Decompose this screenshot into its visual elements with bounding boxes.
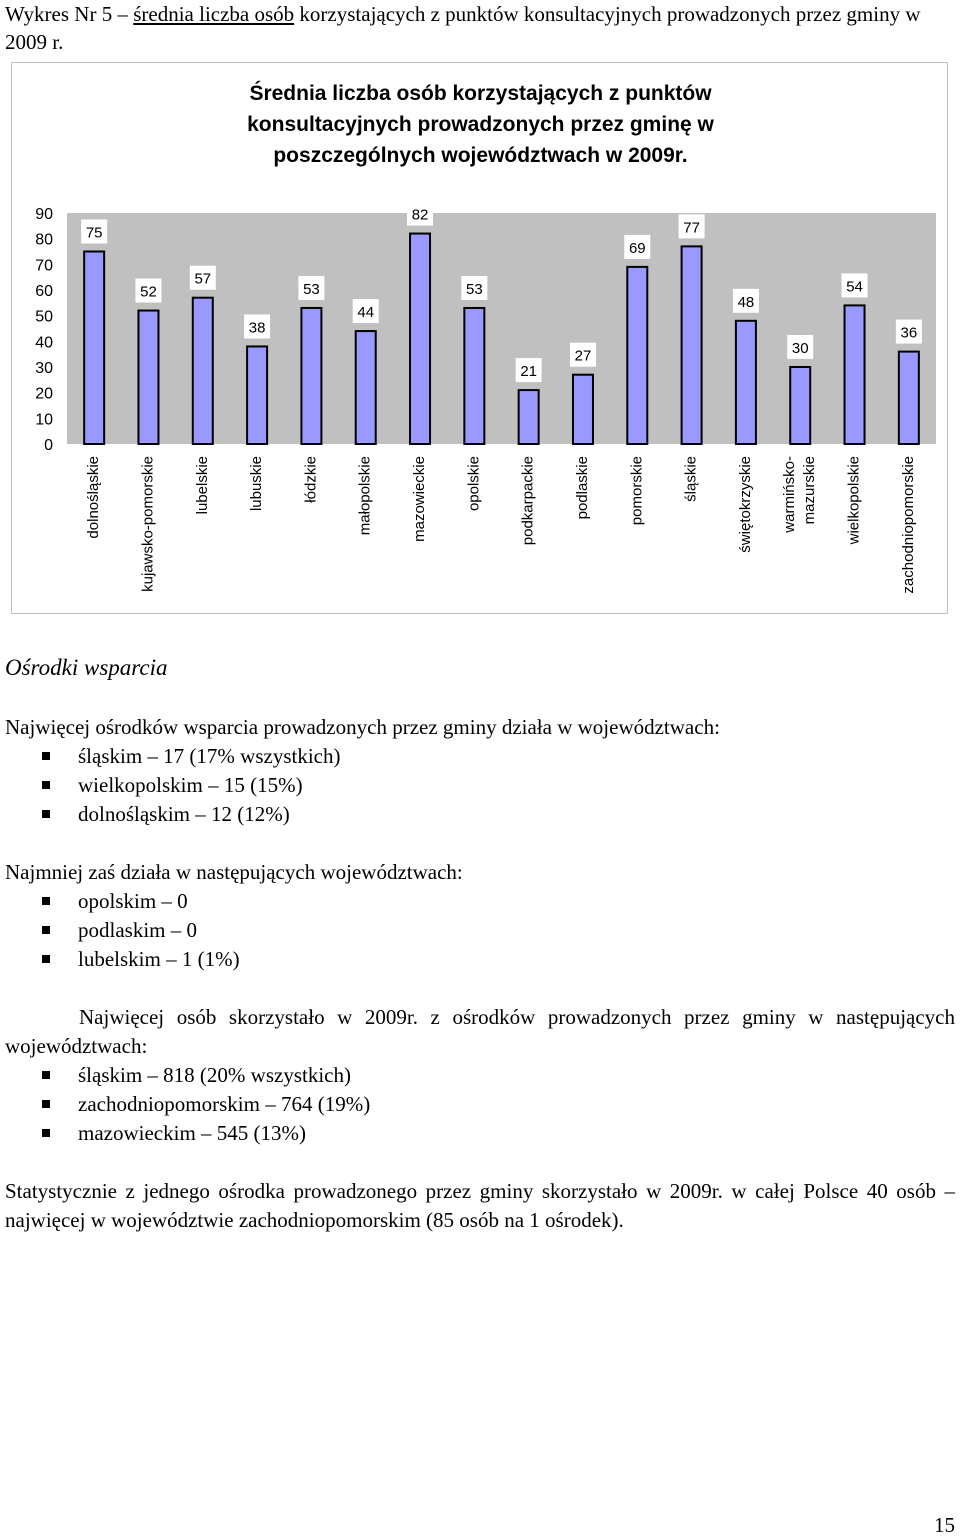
x-tick-label: łódzkie xyxy=(302,456,320,503)
bar xyxy=(845,305,865,444)
x-tick-label: wielkopolskie xyxy=(845,456,863,545)
bar xyxy=(736,321,756,444)
bar xyxy=(84,252,104,445)
y-tick-label: 30 xyxy=(35,360,53,377)
list-item: opolskim – 0 xyxy=(42,887,240,916)
data-label: 82 xyxy=(411,206,429,224)
y-tick-label: 80 xyxy=(35,231,53,249)
y-tick-label: 20 xyxy=(35,385,53,403)
bar xyxy=(410,234,430,444)
list-item: mazowieckim – 545 (13%) xyxy=(42,1119,370,1148)
paragraph-most-centers: Najwięcej ośrodków wsparcia prowadzonych przez gminy działa w województwach: xyxy=(5,715,720,739)
section-title: Ośrodki wsparcia xyxy=(5,655,168,680)
list-fewest-centers xyxy=(42,887,240,974)
data-label: 21 xyxy=(520,363,537,381)
figure-heading-rest: korzystających z punktów konsultacyjnych prowadzonych przez gminy w 2009 r. xyxy=(5,2,921,54)
bullet-square-icon xyxy=(42,1071,50,1079)
x-tick-label: śląskie xyxy=(682,456,700,502)
paragraph-fewest-centers: Najmniej zaś działa w następujących województwach: xyxy=(5,860,463,884)
data-label: 30 xyxy=(791,340,809,357)
data-label: 44 xyxy=(357,304,375,322)
x-tick-label: zachodniopomorskie xyxy=(899,456,917,594)
x-tick-label: mazurskie xyxy=(801,456,819,525)
x-tick-label: podkarpackie xyxy=(519,456,537,546)
paragraph-statistics: Statystycznie z jednego ośrodka prowadzonego przez gminy skorzystało w 2009r. w całej Polsce 40 osób – najwięcej w województwie zachodniopomorskim (85 osób na 1 ośrodek). xyxy=(5,1179,955,1232)
data-label: 53 xyxy=(303,280,320,298)
x-tick-label: świętokrzyskie xyxy=(736,456,754,553)
bar xyxy=(899,352,919,444)
x-tick-label: podlaskie xyxy=(573,456,591,520)
x-tick-label: opolskie xyxy=(465,456,483,512)
data-label: 38 xyxy=(248,319,266,337)
y-tick-label: 90 xyxy=(35,206,53,223)
bar xyxy=(138,311,158,444)
figure-heading-underlined: średnia liczba osób xyxy=(133,2,295,26)
figure-heading xyxy=(5,0,955,56)
x-tick-label: lubuskie xyxy=(248,456,266,512)
page-number: 15 xyxy=(934,1513,955,1537)
figure-heading-prefix: Wykres Nr 5 – xyxy=(5,2,134,26)
bullet-square-icon xyxy=(42,1129,50,1137)
y-tick-label: 40 xyxy=(35,334,53,352)
data-label: 57 xyxy=(194,270,212,288)
bullet-square-icon xyxy=(42,897,50,905)
bullet-square-icon xyxy=(42,781,50,789)
list-item: zachodniopomorskim – 764 (19%) xyxy=(42,1090,370,1119)
data-label: 52 xyxy=(140,283,157,301)
list-item: lubelskim – 1 (1%) xyxy=(42,945,240,974)
list-item: podlaskim – 0 xyxy=(42,916,240,945)
chart-title-line: poszczególnych województwach w 2009r. xyxy=(273,144,688,167)
bar xyxy=(627,267,647,444)
y-tick-label: 0 xyxy=(44,437,53,454)
list-item: śląskim – 17 (17% wszystkich) xyxy=(42,742,340,771)
x-tick-label: kujawsko-pomorskie xyxy=(139,456,157,592)
x-tick-label: pomorskie xyxy=(628,456,646,526)
paragraph-most-users: Najwięcej osób skorzystało w 2009r. z ośrodków prowadzonych przez gminy w następujących województwach: xyxy=(5,1005,955,1058)
bar xyxy=(790,367,810,444)
x-tick-label: warmińsko- xyxy=(781,456,799,533)
list-item: wielkopolskim – 15 (15%) xyxy=(42,771,340,800)
bullet-square-icon xyxy=(42,1100,50,1108)
bar xyxy=(356,331,376,444)
bullet-square-icon xyxy=(42,926,50,934)
bar xyxy=(519,390,539,444)
data-label: 36 xyxy=(900,324,918,342)
data-label: 48 xyxy=(737,293,755,311)
data-label: 69 xyxy=(628,239,646,257)
bullet-square-icon xyxy=(42,955,50,963)
x-tick-label: mazowieckie xyxy=(411,456,429,542)
bar-chart xyxy=(12,63,949,615)
bar xyxy=(301,308,321,444)
bullet-square-icon xyxy=(42,810,50,818)
list-item: śląskim – 818 (20% wszystkich) xyxy=(42,1061,370,1090)
bar xyxy=(682,246,702,444)
data-label: 75 xyxy=(85,224,103,242)
y-tick-label: 60 xyxy=(35,283,53,300)
list-most-centers xyxy=(42,742,340,829)
list-most-users xyxy=(42,1061,370,1148)
bar xyxy=(573,375,593,444)
list-item: dolnośląskim – 12 (12%) xyxy=(42,800,340,829)
chart-title-line: konsultacyjnych prowadzonych przez gminę w xyxy=(247,113,714,136)
bar xyxy=(193,298,213,444)
y-tick-label: 50 xyxy=(35,308,53,326)
chart-frame xyxy=(11,62,948,614)
chart-title-line: Średnia liczba osób korzystających z punktów xyxy=(249,82,712,105)
y-tick-label: 70 xyxy=(35,257,53,275)
x-tick-label: małopolskie xyxy=(356,456,374,536)
bullet-square-icon xyxy=(42,752,50,760)
x-tick-label: lubelskie xyxy=(193,456,211,515)
x-tick-label: dolnośląskie xyxy=(85,456,103,539)
data-label: 77 xyxy=(683,219,700,237)
data-label: 53 xyxy=(466,280,483,298)
y-tick-label: 10 xyxy=(35,411,53,429)
bar xyxy=(464,308,484,444)
data-label: 27 xyxy=(574,347,592,365)
data-label: 54 xyxy=(846,278,863,296)
bar xyxy=(247,346,267,444)
